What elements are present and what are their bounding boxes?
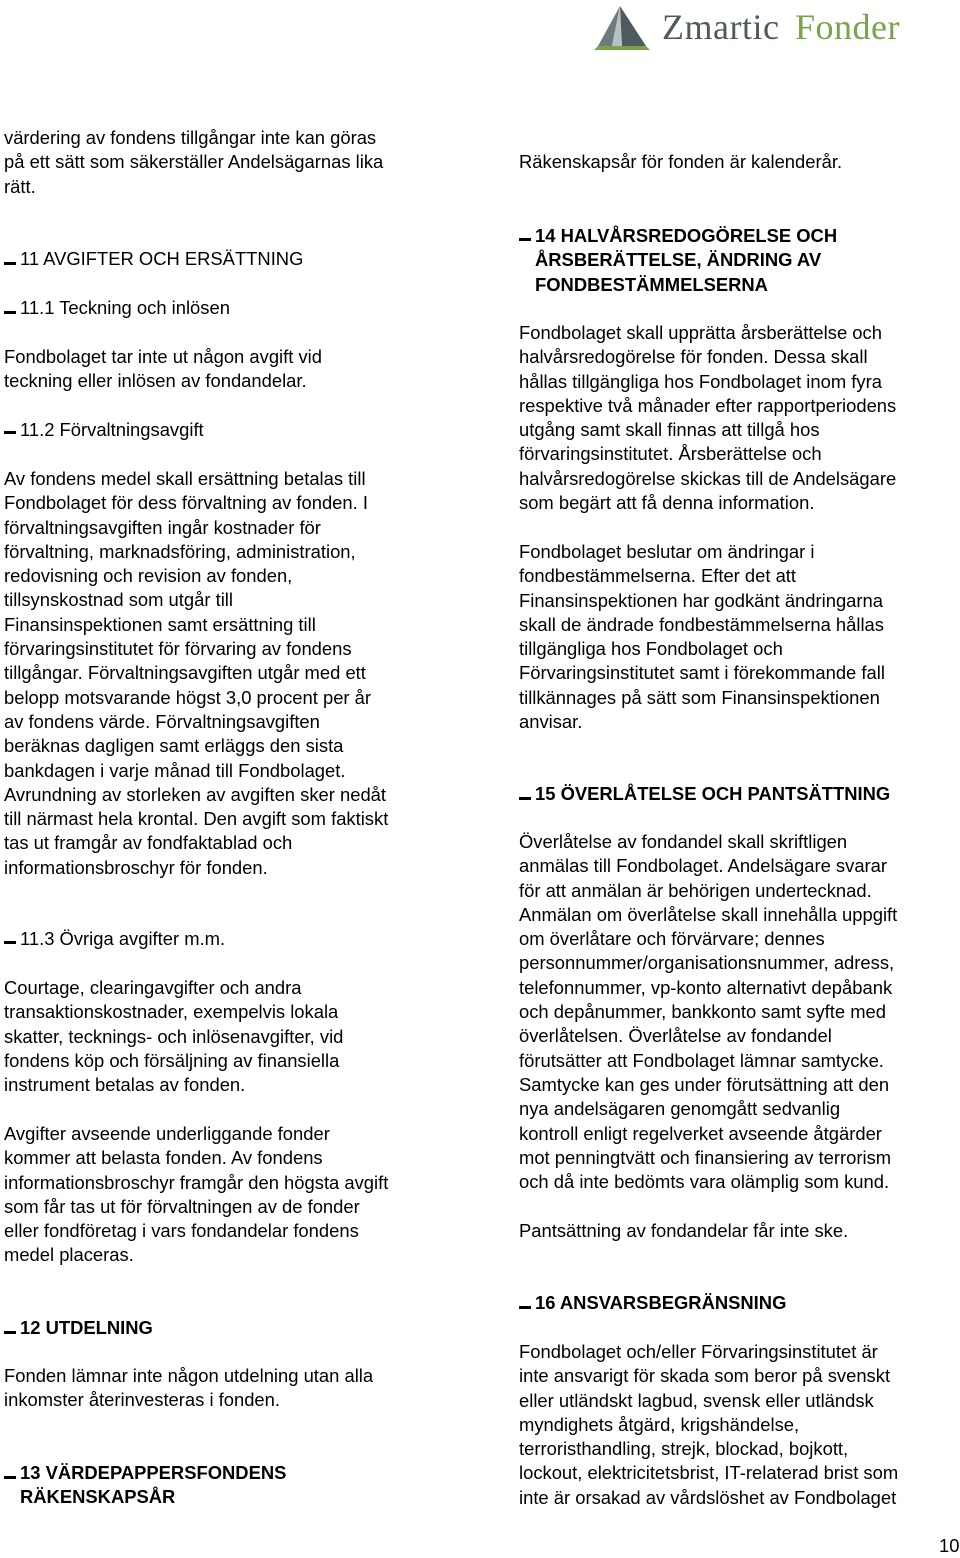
section-11-2-paragraph: Av fondens medel skall ersättning betalas till Fondbolaget för dess förvaltning av fonden. I förvaltningsavgiften ingår kostnader för förvaltning, marknadsföring, administration, redovisning och revision av fonden, tillsynskostnad som utgår till Finansinspektionen samt ersättning till förvaringsinstitutet för förvaring av fondens tillgångar. Förvaltningsavgiften utgår med ett belopp motsvarande högst 3,0 procent per år av fondens värde. Förvaltningsavgiften beräknas dagligen samt erläggs den sista bankdagen i varje månad till Fondbolaget. Avrundning av storleken av avgiften sker nedåt till närmast hela krontal. Den avgift som faktiskt tas ut framgår av fondfaktablad och informationsbroschyr för fonden. (4, 468, 389, 878)
section-16-paragraph: Fondbolaget och/eller Förvaringsinstitutet är inte ansvarigt för skada som beror på svenskt eller utländskt lagbud, svensk eller utländsk myndighets åtgärd, krigshändelse, terroristhandling, strejk, blockad, bojkott, lockout, elektricitetsbrist, IT-relaterad brist som inte är orsakad av vårdslöshet av Fondbolaget (519, 1341, 899, 1508)
intro-paragraph: värdering av fondens tillgångar inte kan göras på ett sätt som säkerställer Andelsägarnas lika rätt. (4, 127, 384, 197)
logo-word-fonder: Fonder (795, 7, 900, 47)
heading-marker (4, 941, 16, 944)
section-15-heading: 15 ÖVERLÅTELSE OCH PANTSÄTTNING (535, 783, 891, 804)
section-13-paragraph: Räkenskapsår för fonden är kalenderår. (519, 151, 843, 172)
section-12-paragraph: Fonden lämnar inte någon utdelning utan alla inkomster återinvesteras i fonden. (4, 1365, 374, 1411)
heading-marker (519, 1306, 531, 1309)
section-16-heading: 16 ANSVARSBEGRÄNSNING (535, 1292, 787, 1313)
page-number: 10 (939, 1535, 960, 1556)
heading-marker (519, 238, 531, 241)
section-11-3-paragraph-2: Avgifter avseende underliggande fonder kommer att belasta fonden. Av fondens informationsbroschyr framgår den högsta avgift som får tas ut för förvaltningen av de fonder eller fondföretag i vars fondandelar fondens medel placeras. (4, 1123, 389, 1266)
section-14-paragraph-1: Fondbolaget skall upprätta årsberättelse och halvårsredogörelse för fonden. Dessa skall hållas tillgängliga hos Fondbolaget inom fyra respektive två månader efter rapportperiodens utgång samt skall finnas att tillgå hos förvaringsinstitutet. Årsberättelse och halvårsredogörelse skickas till de Andelsägare som begärt att få denna information. (519, 322, 897, 514)
logo-mark-icon (592, 2, 654, 52)
section-11-1-paragraph: Fondbolaget tar inte ut någon avgift vid teckning eller inlösen av fondandelar. (4, 346, 322, 392)
section-15-paragraph-1: Överlåtelse av fondandel skall skriftligen anmälas till Fondbolaget. Andelsägare svarar för att anmälan är behörigen undertecknad. Anmälan om överlåtelse skall innehålla uppgift om överlåtare och förvärvare; dennes personnummer/organisationsnummer, adress, telefonnummer, vp-konto alternativt depåbank och depånummer, bankkonto samt syfte med överlåtelsen. Överlåtelse av fondandel förutsätter att Fondbolaget lämnar samtycke. Samtycke kan ges under förutsättning att den nya andelsägaren genomgått sedvanlig kontroll enligt regelverket avseende åtgärder mot penningtvätt och finansiering av terrorism och då inte bedömts vara olämplig som kund. (519, 831, 898, 1193)
section-12-heading: 12 UTDELNING (20, 1317, 153, 1338)
section-11-3-paragraph-1: Courtage, clearingavgifter och andra transaktionskostnader, exempelvis lokala skatter, tecknings- och inlösenavgifter, vid fondens köp och försäljning av finansiella instrument betalas av fonden. (4, 977, 344, 1096)
heading-marker (4, 311, 16, 314)
zmartic-fonder-logo (592, 2, 928, 52)
section-13-heading: 13 VÄRDEPAPPERSFONDENS RÄKENSKAPSÅR (20, 1462, 287, 1508)
section-14-heading: 14 HALVÅRSREDOGÖRELSE OCH ÅRSBERÄTTELSE, ÄNDRING AV FONDBESTÄMMELSERNA (535, 225, 838, 295)
section-11-1-heading: 11.1 Teckning och inlösen (20, 297, 230, 318)
section-11-3-heading: 11.3 Övriga avgifter m.m. (20, 928, 226, 949)
heading-marker (519, 797, 531, 800)
heading-marker (4, 1331, 16, 1334)
heading-marker (4, 1476, 16, 1479)
section-14-paragraph-2: Fondbolaget beslutar om ändringar i fondbestämmelserna. Efter det att Finansinspektionen har godkänt ändringarna skall de ändrade fondbestämmelserna hållas tillgängliga hos Fondbolaget och Förvaringsinstitutet samt i förekommande fall tillkännages på sätt som Finansinspektionen anvisar. (519, 541, 885, 733)
heading-marker (4, 431, 16, 434)
section-11-2-heading: 11.2 Förvaltningsavgift (20, 419, 204, 440)
section-15-paragraph-2: Pantsättning av fondandelar får inte ske. (519, 1220, 849, 1241)
logo-word-zmartic: Zmartic (662, 7, 780, 47)
heading-marker (4, 262, 16, 265)
section-11-heading: 11 AVGIFTER OCH ERSÄTTNING (20, 248, 304, 269)
